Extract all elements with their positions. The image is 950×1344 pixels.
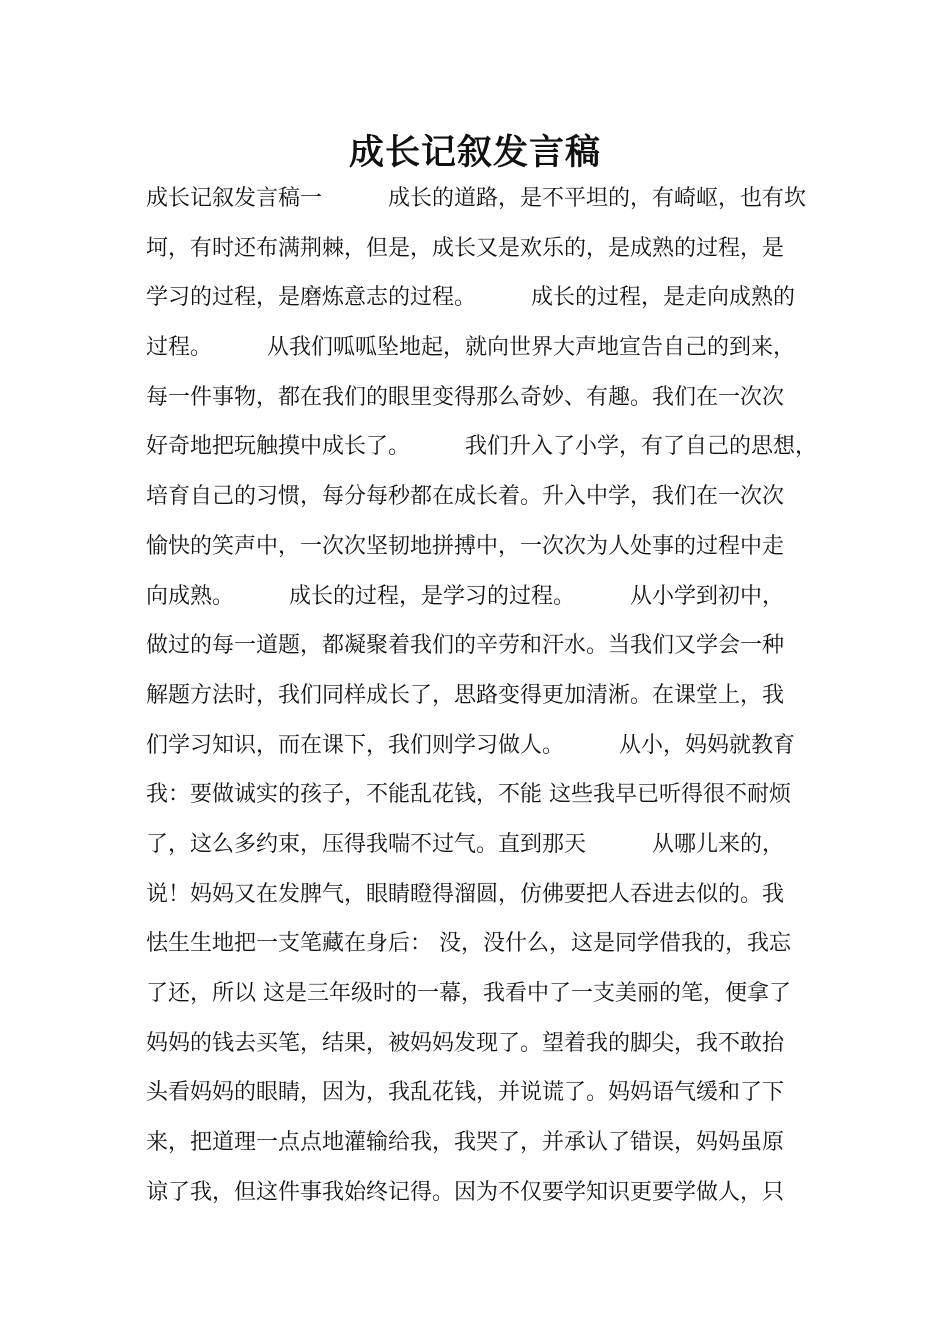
body-line: 头看妈妈的眼睛，因为，我乱花钱，并说谎了。妈妈语气缓和了下 [146, 1080, 785, 1106]
body-line: 了，这么多约束，压得我喘不过气。直到那天 从哪儿来的， [146, 831, 785, 857]
document-title: 成长记叙发言稿 [348, 133, 601, 173]
body-line: 怯生生地把一支笔藏在身后： 没，没什么，这是同学借我的，我忘 [146, 931, 791, 957]
body-line: 每一件事物，都在我们的眼里变得那么奇妙、有趣。我们在一次次 [146, 384, 785, 410]
body-line: 好奇地把玩触摸中成长了。 我们升入了小学，有了自己的思想， [146, 434, 818, 460]
body-line: 做过的每一道题，都凝聚着我们的辛劳和汗水。当我们又学会一种 [146, 633, 785, 659]
body-line: 坷，有时还布满荆棘，但是，成长又是欢乐的，是成熟的过程，是 [146, 235, 785, 261]
body-line: 了还，所以 这是三年级时的一幕，我看中了一支美丽的笔，便拿了 [146, 981, 791, 1006]
body-line: 我：要做诚实的孩子，不能乱花钱，不能 这些我早已听得很不耐烦 [146, 782, 791, 808]
body-line: 学习的过程，是磨炼意志的过程。 成长的过程，是走向成熟的 [146, 285, 796, 311]
body-line: 来，把道理一点点地灌输给我，我哭了，并承认了错误，妈妈虽原 [146, 1130, 785, 1156]
body-line: 妈妈的钱去买笔，结果，被妈妈发现了。望着我的脚尖，我不敢抬 [146, 1030, 785, 1056]
body-line: 向成熟。 成长的过程，是学习的过程。 从小学到初中， [146, 583, 785, 609]
body-line: 说！妈妈又在发脾气，眼睛瞪得溜圆，仿佛要把人吞进去似的。我 [146, 881, 785, 907]
body-line: 培育自己的习惯，每分每秒都在成长着。升入中学，我们在一次次 [146, 484, 785, 510]
body-line: 们学习知识，而在课下，我们则学习做人。 从小，妈妈就教育 [146, 732, 796, 758]
body-line: 成长记叙发言稿一 成长的道路，是不平坦的，有崎岖，也有坎 [146, 186, 807, 211]
body-line: 愉快的笑声中，一次次坚韧地拼搏中，一次次为人处事的过程中走 [146, 533, 785, 559]
body-line: 解题方法时，我们同样成长了，思路变得更加清淅。在课堂上，我 [146, 682, 785, 708]
body-line: 过程。 从我们呱呱坠地起，就向世界大声地宣告自己的到来， [146, 335, 796, 361]
body-line: 谅了我，但这件事我始终记得。因为不仅要学知识更要学做人，只 [146, 1179, 785, 1205]
document-body [146, 174, 826, 1217]
